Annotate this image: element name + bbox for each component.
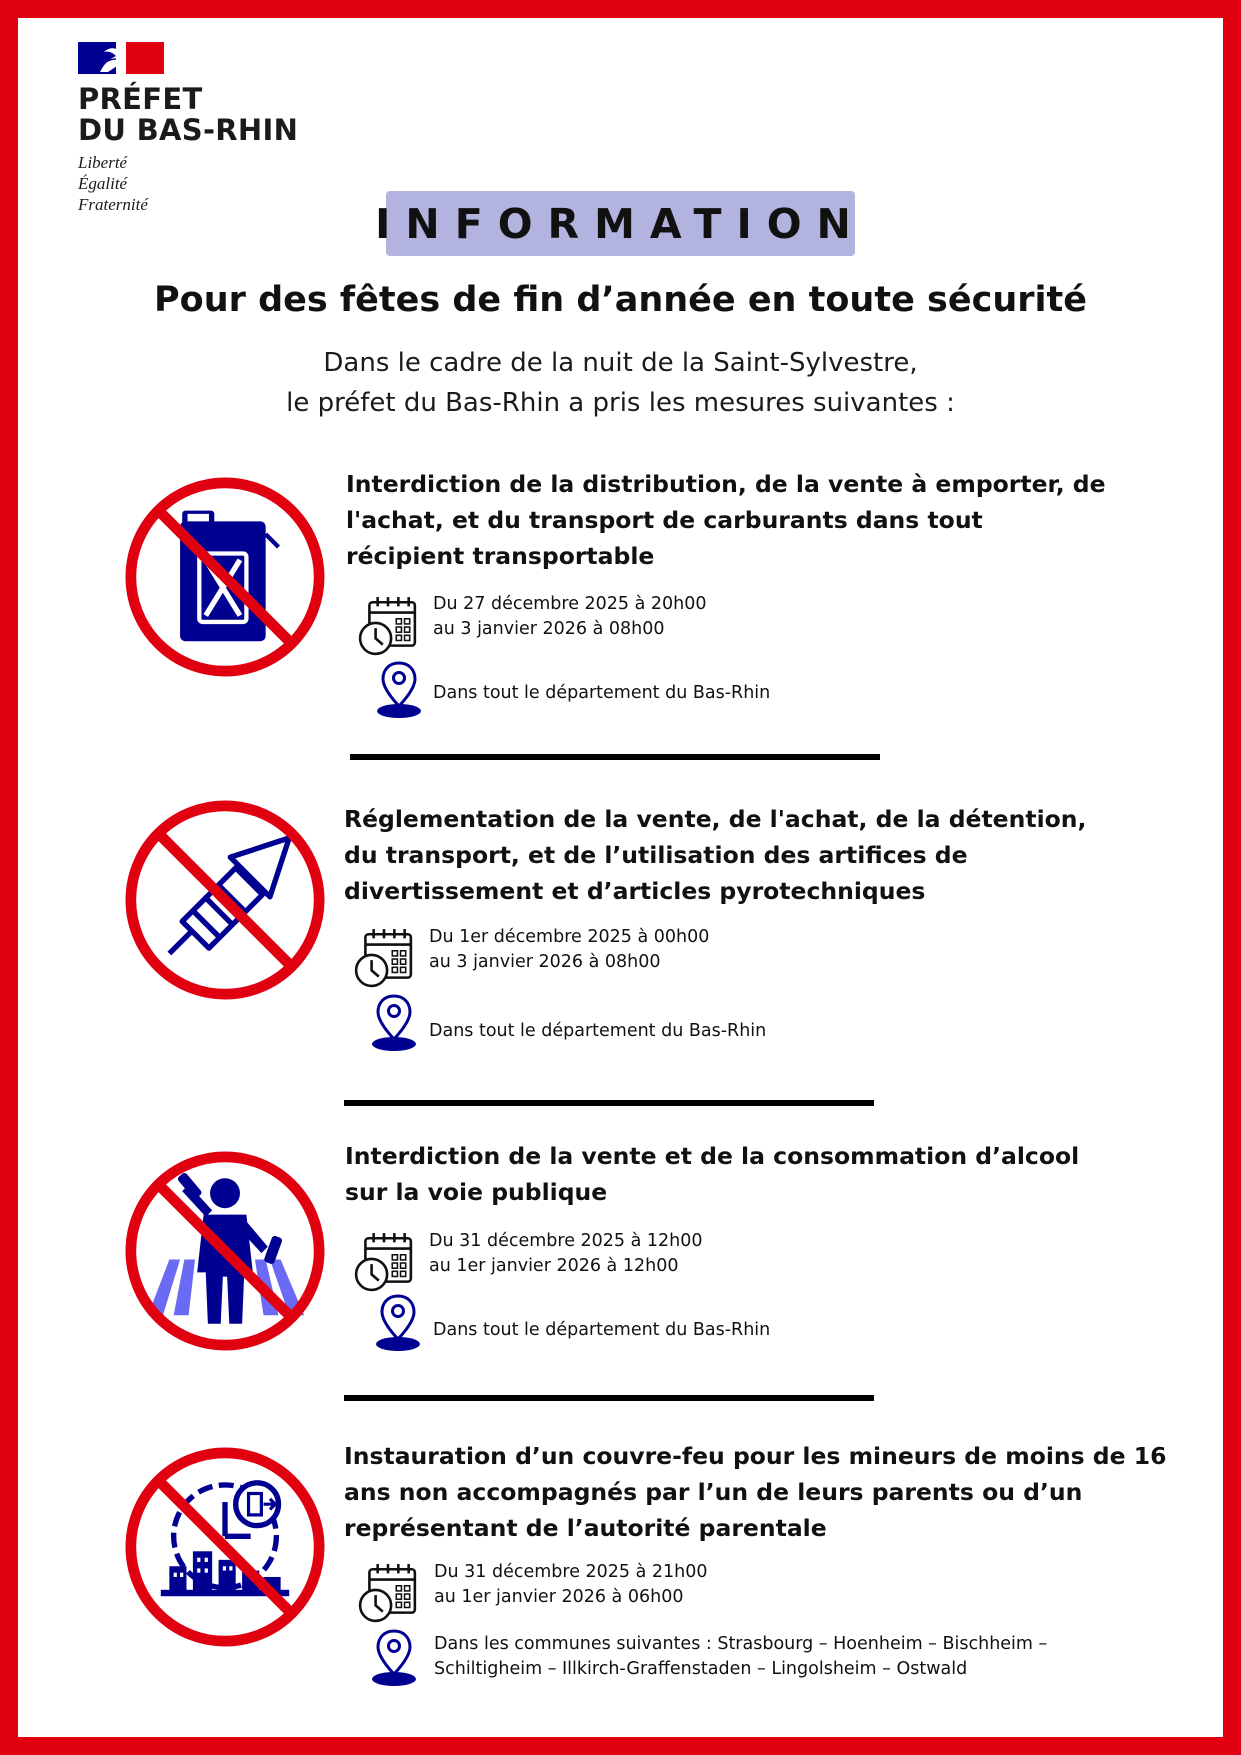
date-start: Du 31 décembre 2025 à 12h00 [429,1231,703,1251]
curfew-prohibited-icon [118,1440,332,1654]
section-divider [344,1100,874,1106]
location-pin-icon [370,993,418,1053]
date-end: au 3 janvier 2026 à 08h00 [429,952,661,972]
motto-liberte: Liberté [78,153,128,172]
measure-title: Instauration d’un couvre-feu pour les mineurs de moins de 16 ans non accompagnés par l’un de leurs parents ou d’un représentant de l’autorité parentale [344,1442,1167,1542]
date-end: au 1er janvier 2026 à 06h00 [434,1587,684,1607]
measure-dates [429,925,709,975]
measure-dates [434,1560,708,1610]
marianne-flag-icon [78,42,164,74]
measure-dates [429,1229,703,1279]
measure-location [433,1318,770,1343]
motto-fraternite: Fraternité [78,195,148,214]
firework-rocket-prohibited-icon [118,793,332,1007]
location-line2: Schiltigheim – Illkirch-Graffenstaden – Lingolsheim – Ostwald [434,1659,968,1679]
section-divider [350,754,880,760]
measure-title: Réglementation de la vente, de l'achat, de la détention, du transport, et de l’utilisation des artifices de divertissement et d’articles pyrotechniques [344,805,1087,905]
location-pin-icon [370,1628,418,1688]
org-name-line1: PRÉFET [78,82,203,116]
measure-title: Interdiction de la distribution, de la vente à emporter, de l'achat, et du transport de carburants dans tout récipient transportable [346,470,1106,570]
measure-location [434,1632,1047,1682]
location-line1: Dans tout le département du Bas-Rhin [429,1021,767,1041]
location-pin-icon [375,660,423,720]
date-start: Du 1er décembre 2025 à 00h00 [429,927,710,947]
date-end: au 1er janvier 2026 à 12h00 [429,1256,679,1276]
date-start: Du 27 décembre 2025 à 20h00 [433,594,707,614]
location-line1: Dans les communes suivantes : Strasbourg – Hoenheim – Bischheim – [434,1634,1048,1654]
calendar-clock-icon [353,1231,415,1293]
measure-location [429,1019,766,1044]
fuel-can-prohibited-icon [118,470,332,684]
calendar-clock-icon [357,1562,419,1624]
calendar-clock-icon [357,595,419,657]
date-end: au 3 janvier 2026 à 08h00 [433,619,665,639]
date-start: Du 31 décembre 2025 à 21h00 [434,1562,708,1582]
motto-egalite: Égalité [78,174,128,193]
intro-line1: Dans le cadre de la nuit de la Saint-Sylvestre, [323,348,918,378]
prefecture-logo [78,42,298,215]
page-title: Pour des fêtes de fin d’année en toute sécurité [154,280,1087,320]
measure-dates [433,592,707,642]
section-divider [344,1395,874,1401]
location-pin-icon [374,1293,422,1353]
org-name-line2: DU BAS-RHIN [78,113,299,147]
measure-title: Interdiction de la vente et de la consommation d’alcool sur la voie publique [345,1142,1080,1206]
location-line1: Dans tout le département du Bas-Rhin [433,1320,771,1340]
alcohol-public-road-prohibited-icon [118,1144,332,1358]
location-line1: Dans tout le département du Bas-Rhin [433,683,771,703]
intro-text [0,343,1241,423]
measure-location [433,681,770,706]
information-badge: INFORMATION [386,191,855,256]
calendar-clock-icon [353,927,415,989]
intro-line2: le préfet du Bas-Rhin a pris les mesures suivantes : [286,388,955,418]
